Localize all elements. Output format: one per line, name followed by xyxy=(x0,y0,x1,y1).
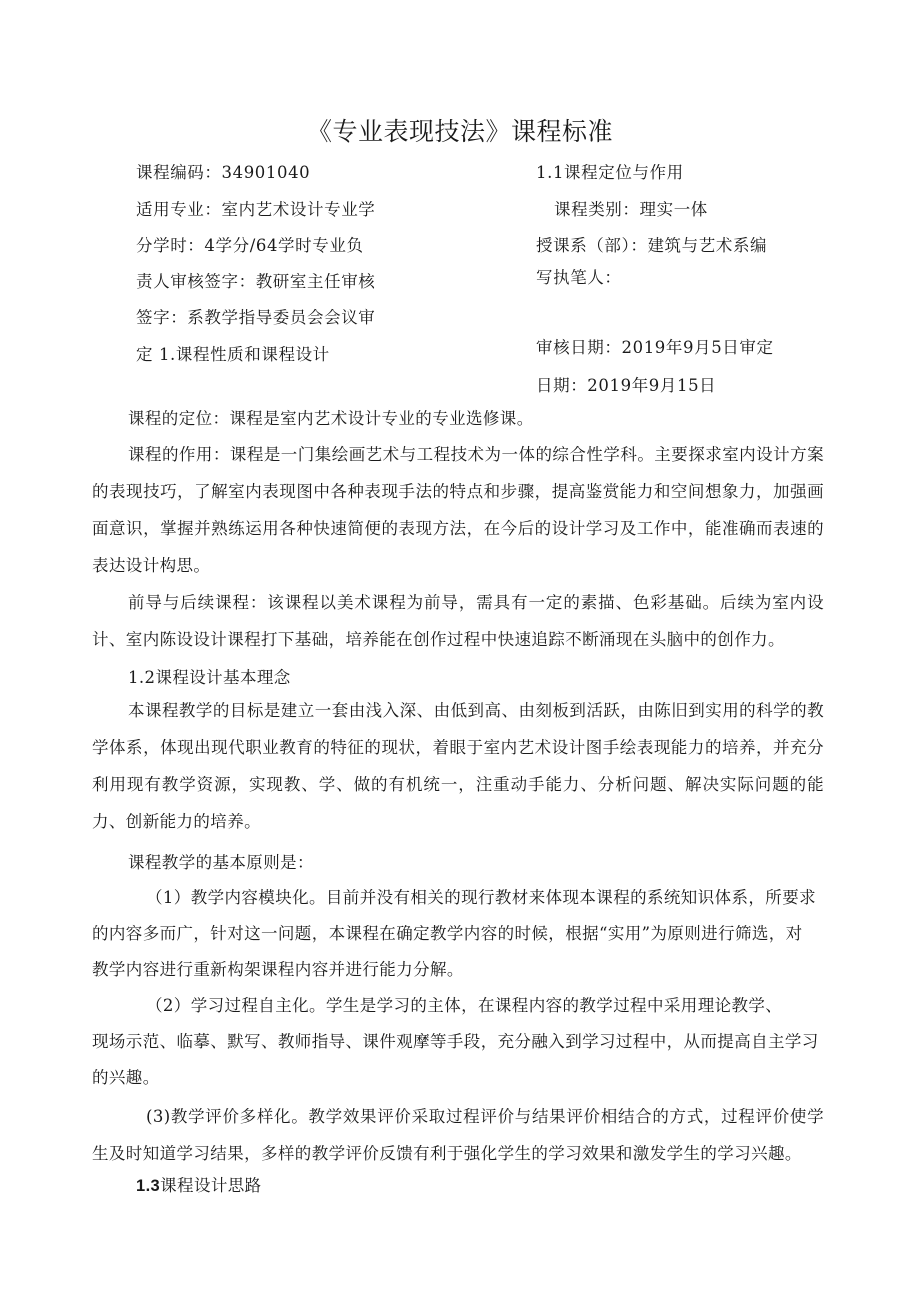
meta-review-date: 审核日期：2019年9月5日审定 xyxy=(536,338,774,357)
section-1-3-number: 1.3 xyxy=(136,1177,161,1195)
section-1-3-heading xyxy=(136,1172,262,1196)
principle-2-line-1: （2）学习过程自主化。学生是学习的主体，在课程内容的教学过程中采用理论教学、 xyxy=(146,996,783,1015)
principles-intro: 课程教学的基本原则是： xyxy=(128,853,314,872)
course-role: 课程的作用：课程是一门集绘画艺术与工程技术为一体的综合性学科。主要探求室内设计方案的表现技巧，了解室内表现图中各种表现手法的特点和步骤，提高鉴赏能力和空间想象力，加强画面意识，掌握并熟练运用各种快速简便的表现方法，在今后的设计学习及工作中，能准确而表速的表达设计构思。 xyxy=(92,445,824,575)
meta-section-1-1: 1.1课程定位与作用 xyxy=(536,163,684,182)
principle-1-line-3: 教学内容进行重新构架课程内容并进行能力分解。 xyxy=(92,960,464,979)
meta-review-sign: 责人审核签字：教研室主任审核 xyxy=(136,272,376,291)
meta-course-type: 课程类别：理实一体 xyxy=(554,200,708,219)
course-prerequisites: 前导与后续课程：该课程以美术课程为前导，需具有一定的素描、色彩基础。后续为室内设计、室内陈设设计课程打下基础，培养能在创作过程中快速追踪不断涌现在头脑中的创作力。 xyxy=(92,593,824,649)
meta-major: 适用专业：室内艺术设计专业学 xyxy=(136,200,376,219)
principle-3: (3)教学评价多样化。教学效果评价采取过程评价与结果评价相结合的方式，过程评价使学生及时知道学习结果，多样的教学评价反馈有利于强化学生的学习效果和激发学生的学习兴趣。 xyxy=(92,1107,824,1163)
meta-approve-date: 日期：2019年9月15日 xyxy=(536,376,717,395)
meta-department: 授课系（部）：建筑与艺术系编 xyxy=(536,236,768,255)
meta-section-1: 定 1.课程性质和课程设计 xyxy=(136,345,330,364)
section-1-2-heading: 1.2课程设计基本理念 xyxy=(128,668,291,687)
meta-author: 写执笔人： xyxy=(536,268,622,287)
course-positioning: 课程的定位：课程是室内艺术设计专业的专业选修课。 xyxy=(128,409,534,428)
principle-2-line-2: 现场示范、临摹、默写、教师指导、课件观摩等手段，充分融入到学习过程中，从而提高自主学习 xyxy=(92,1032,819,1051)
meta-hours: 分学时：4学分/64学时专业负 xyxy=(136,236,364,255)
section-1-3-text: 课程设计思路 xyxy=(160,1176,262,1195)
document-title: 《专业表现技法》课程标准 xyxy=(306,117,613,146)
principle-1-line-1: （1）教学内容模块化。目前并没有相关的现行教材来体现本课程的系统知识体系，所要求 xyxy=(146,888,816,907)
course-philosophy: 本课程教学的目标是建立一套由浅入深、由低到高、由刻板到活跃，由陈旧到实用的科学的教学体系，体现出现代职业教育的特征的现状，着眼于室内艺术设计图手绘表现能力的培养，并充分利用现有教学资源，实现教、学、做的有机统一，注重动手能力、分析问题、解决实际问题的能力、创新能力的培养。 xyxy=(92,701,824,831)
principle-2-line-3: 的兴趣。 xyxy=(92,1068,160,1087)
principle-1-line-2: 的内容多而广，针对这一问题，本课程在确定教学内容的时候，根据“实用”为原则进行筛选，对 xyxy=(92,924,803,943)
meta-committee: 签字：系教学指导委员会会议审 xyxy=(136,308,376,327)
meta-course-code: 课程编码：34901040 xyxy=(136,163,311,182)
